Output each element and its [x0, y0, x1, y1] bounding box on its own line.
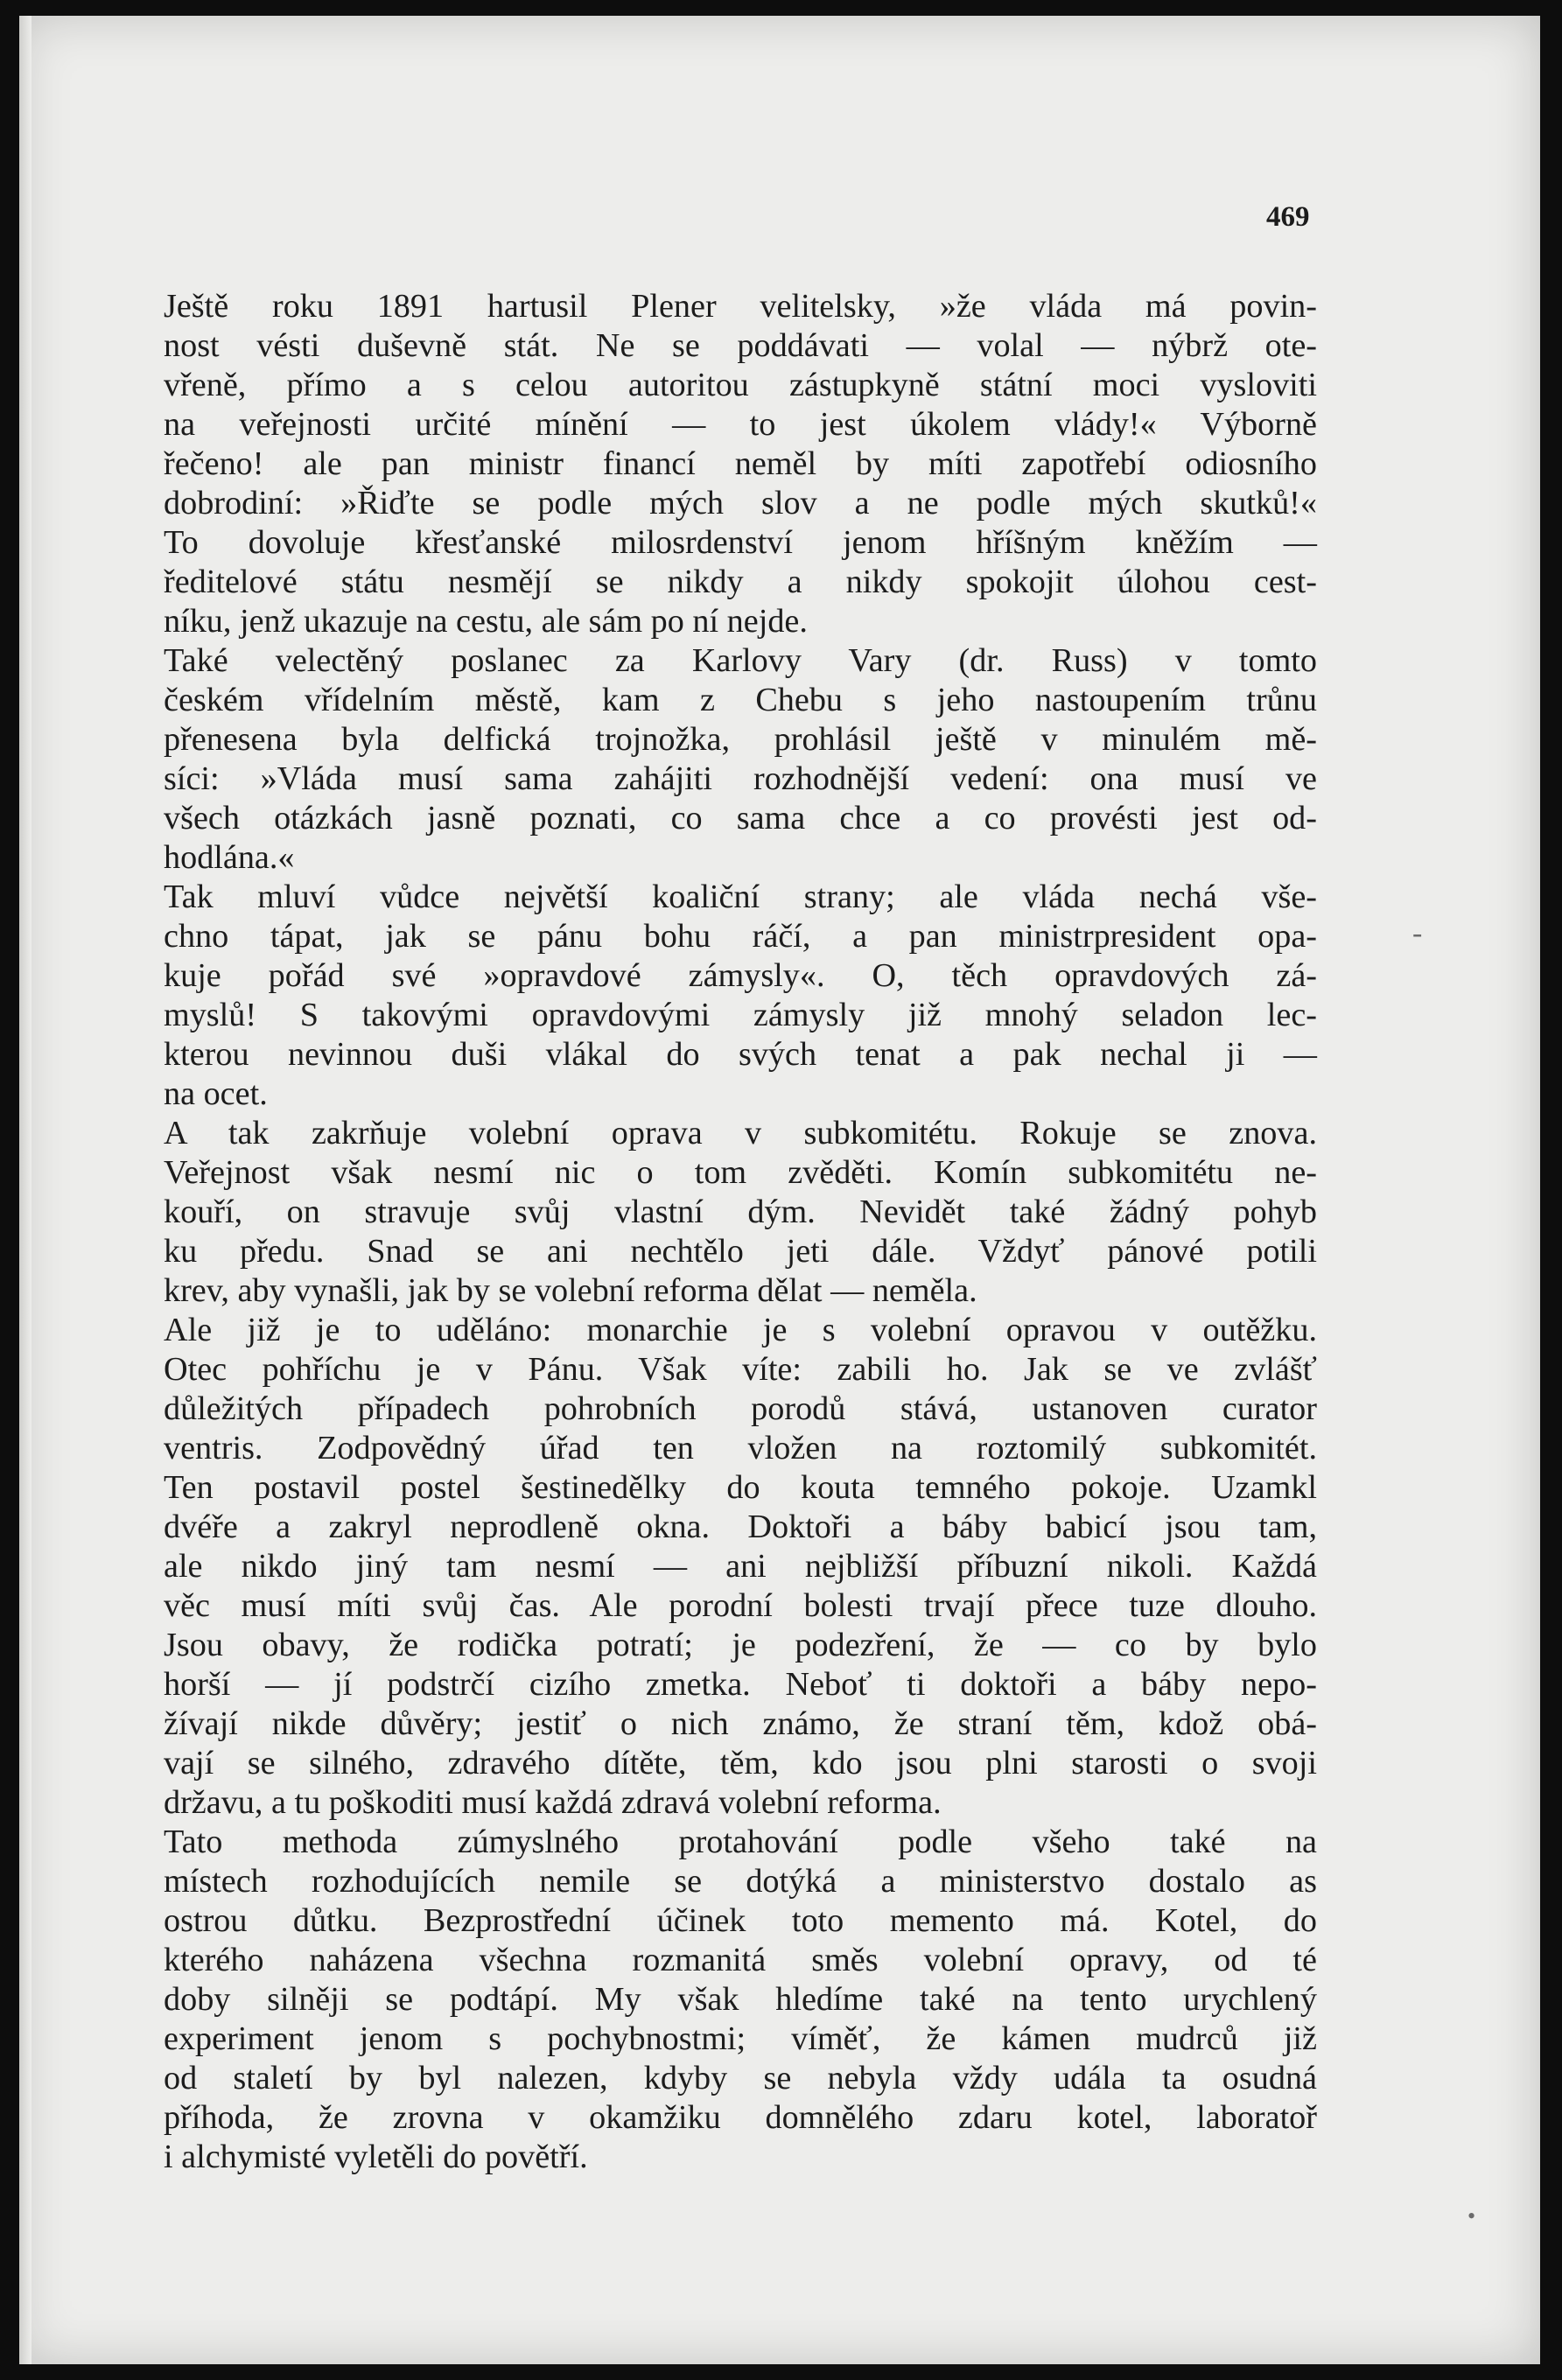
- text-line: doby silněji se podtápí. My však hledíme také na tento urychlený: [164, 1981, 1317, 2018]
- text-line: ku předu. Snad se ani nechtělo jeti dále. Vždyť pánové potili: [164, 1233, 1317, 1270]
- text-line: Ještě roku 1891 hartusil Plener velitelsky, »že vláda má povin-: [164, 288, 1317, 325]
- text-line: chno tápat, jak se pánu bohu ráčí, a pan ministrpresident opa-: [164, 918, 1317, 955]
- text-line: vají se silného, zdravého dítěte, těm, kdo jsou plni starosti o svoji: [164, 1745, 1317, 1782]
- text-line: horší — jí podstrčí cizího zmetka. Neboť ti doktoři a báby nepo-: [164, 1666, 1317, 1703]
- text-line: Ale již je to uděláno: monarchie je s volební opravou v outěžku.: [164, 1312, 1317, 1348]
- margin-mark: ‐: [1412, 917, 1423, 949]
- book-page: [19, 16, 1540, 2364]
- text-line: ventris. Zodpovědný úřad ten vložen na roztomilý subkomitét.: [164, 1430, 1317, 1466]
- text-line: od staletí by byl nalezen, kdyby se nebyla vždy udála ta osudná: [164, 2060, 1317, 2096]
- text-line: kuje pořád své »opravdové zámysly«. O, těch opravdových zá-: [164, 957, 1317, 994]
- text-line: i alchymisté vyletěli do povětří.: [164, 2138, 588, 2175]
- text-line: Také velectěný poslanec za Karlovy Vary (dr. Russ) v tomto: [164, 642, 1317, 679]
- body-text: [164, 287, 1317, 2177]
- text-line: Jsou obavy, že rodička potratí; je podezření, že — co by bylo: [164, 1627, 1317, 1663]
- text-line: věc musí míti svůj čas. Ale porodní bolesti trvají přece tuze dlouho.: [164, 1587, 1317, 1624]
- text-line: vřeně, přímo a s celou autoritou zástupkyně státní moci vysloviti: [164, 367, 1317, 403]
- text-line: krev, aby vynašli, jak by se volební reforma dělat — neměla.: [164, 1272, 977, 1309]
- text-line: českém vřídelním městě, kam z Chebu s jeho nastoupením trůnu: [164, 682, 1317, 718]
- text-line: To dovoluje křesťanské milosrdenství jenom hříšným kněžím —: [164, 524, 1317, 561]
- text-line: důležitých případech pohrobních porodů stává, ustanoven curator: [164, 1390, 1317, 1427]
- text-line: ostrou důtku. Bezprostřední účinek toto memento má. Kotel, do: [164, 1902, 1317, 1939]
- text-line: hodlána.«: [164, 839, 295, 876]
- text-line: nost vésti duševně stát. Ne se poddávati — volal — nýbrž ote-: [164, 327, 1317, 364]
- margin-mark: •: [1467, 2203, 1476, 2229]
- text-line: myslů! S takovými opravdovými zámysly již mnohý seladon lec-: [164, 997, 1317, 1033]
- text-line: místech rozhodujících nemile se dotýká a ministerstvo dostalo as: [164, 1863, 1317, 1900]
- text-line: níku, jenž ukazuje na cestu, ale sám po ní nejde.: [164, 603, 808, 640]
- text-line: žívají nikde důvěry; jestiť o nich známo, že straní těm, kdož obá-: [164, 1705, 1317, 1742]
- text-line: A tak zakrňuje volební oprava v subkomitétu. Rokuje se znova.: [164, 1115, 1317, 1152]
- text-line: ale nikdo jiný tam nesmí — ani nejbližší příbuzní nikoli. Každá: [164, 1548, 1317, 1585]
- text-line: Veřejnost však nesmí nic o tom zvěděti. Komín subkomitétu ne-: [164, 1154, 1317, 1191]
- text-line: kterou nevinnou duši vlákal do svých tenat a pak nechal ji —: [164, 1036, 1317, 1073]
- text-line: síci: »Vláda musí sama zahájiti rozhodnější vedení: ona musí ve: [164, 760, 1317, 797]
- text-line: řečeno! ale pan ministr financí neměl by míti zapotřebí odiosního: [164, 445, 1317, 482]
- text-line: na veřejnosti určité mínění — to jest úkolem vlády!« Výborně: [164, 406, 1317, 443]
- text-line: přenesena byla delfická trojnožka, prohlásil ještě v minulém mě-: [164, 721, 1317, 758]
- text-line: Otec pohříchu je v Pánu. Však víte: zabili ho. Jak se ve zvlášť: [164, 1351, 1317, 1388]
- text-line: všech otázkách jasně poznati, co sama chce a co provésti jest od-: [164, 800, 1317, 836]
- page-number: 469: [1266, 201, 1310, 233]
- text-line: příhoda, že zrovna v okamžiku domnělého zdaru kotel, laboratoř: [164, 2099, 1317, 2136]
- text-line: kouří, on stravuje svůj vlastní dým. Nevidět také žádný pohyb: [164, 1194, 1317, 1230]
- text-line: Tak mluví vůdce největší koaliční strany; ale vláda nechá vše-: [164, 878, 1317, 915]
- text-line: Tato methoda zúmyslného protahování podle všeho také na: [164, 1824, 1317, 1860]
- text-line: experiment jenom s pochybnostmi; víměť, že kámen mudrců již: [164, 2020, 1317, 2057]
- text-line: državu, a tu poškoditi musí každá zdravá volební reforma.: [164, 1784, 942, 1821]
- page-left-edge-shadow: [19, 16, 32, 2364]
- text-line: Ten postavil postel šestinedělky do kouta temného pokoje. Uzamkl: [164, 1469, 1317, 1506]
- text-line: ředitelové státu nesmějí se nikdy a nikdy spokojit úlohou cest-: [164, 564, 1317, 600]
- text-line: dvéře a zakryl neprodleně okna. Doktoři a báby babicí jsou tam,: [164, 1508, 1317, 1545]
- text-line: dobrodiní: »Řiďte se podle mých slov a ne podle mých skutků!«: [164, 485, 1317, 522]
- text-line: na ocet.: [164, 1075, 268, 1112]
- text-line: kterého naházena všechna rozmanitá směs volební opravy, od té: [164, 1942, 1317, 1978]
